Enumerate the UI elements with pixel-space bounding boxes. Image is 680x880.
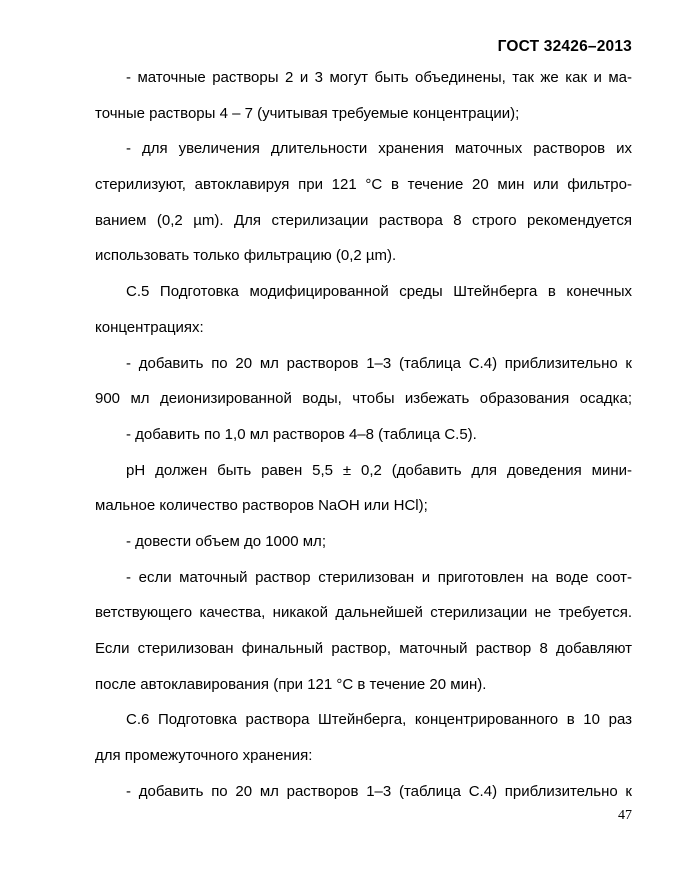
section-heading-c5: С.5 Подготовка модифицированной среды Штейнберга в конечных — [126, 283, 632, 301]
text-line: после автоклавирования (при 121 °С в течение 20 мин). — [95, 675, 487, 693]
text-line: - если маточный раствор стерилизован и приготовлен на воде соот- — [126, 568, 632, 586]
text-line: точные растворы 4 – 7 (учитывая требуемые концентрации); — [95, 104, 520, 122]
text-line: Если стерилизован финальный раствор, маточный раствор 8 добавляют — [95, 640, 632, 657]
body-text — [95, 60, 632, 809]
text-line: 900 мл деионизированной воды, чтобы избежать образования осадка; — [95, 390, 632, 408]
text-line: использовать только фильтрацию (0,2 µm). — [95, 247, 397, 265]
text-line: мальное количество растворов NaOH или HCl); — [95, 497, 428, 515]
text-line: для промежуточного хранения: — [95, 747, 313, 765]
text-line: - добавить по 1,0 мл растворов 4–8 (таблица С.5). — [126, 425, 477, 443]
text-line: - маточные растворы 2 и 3 могут быть объединены, так же как и ма- — [126, 69, 632, 86]
text-line: - добавить по 20 мл растворов 1–3 (таблица С.4) приблизительно к — [126, 354, 632, 372]
section-heading-c6: С.6 Подготовка раствора Штейнберга, концентрированного в 10 раз — [126, 711, 632, 729]
text-line: - для увеличения длительности хранения маточных растворов их — [126, 140, 632, 158]
text-line: - добавить по 20 мл растворов 1–3 (таблица С.4) приблизительно к — [126, 782, 632, 800]
text-line: - довести объем до 1000 мл; — [126, 532, 326, 550]
text-line: pH должен быть равен 5,5 ± 0,2 (добавить для доведения мини- — [126, 461, 632, 479]
text-line: стерилизуют, автоклавируя при 121 °С в течение 20 мин или фильтро- — [95, 176, 632, 194]
page-number: 47 — [618, 808, 632, 823]
standard-header: ГОСТ 32426–2013 — [497, 38, 632, 55]
text-line: концентрациях: — [95, 318, 204, 336]
text-line: ванием (0,2 µm). Для стерилизации раствора 8 строго рекомендуется — [95, 211, 632, 229]
text-line: ветствующего качества, никакой дальнейшей стерилизации не требуется. — [95, 604, 632, 622]
